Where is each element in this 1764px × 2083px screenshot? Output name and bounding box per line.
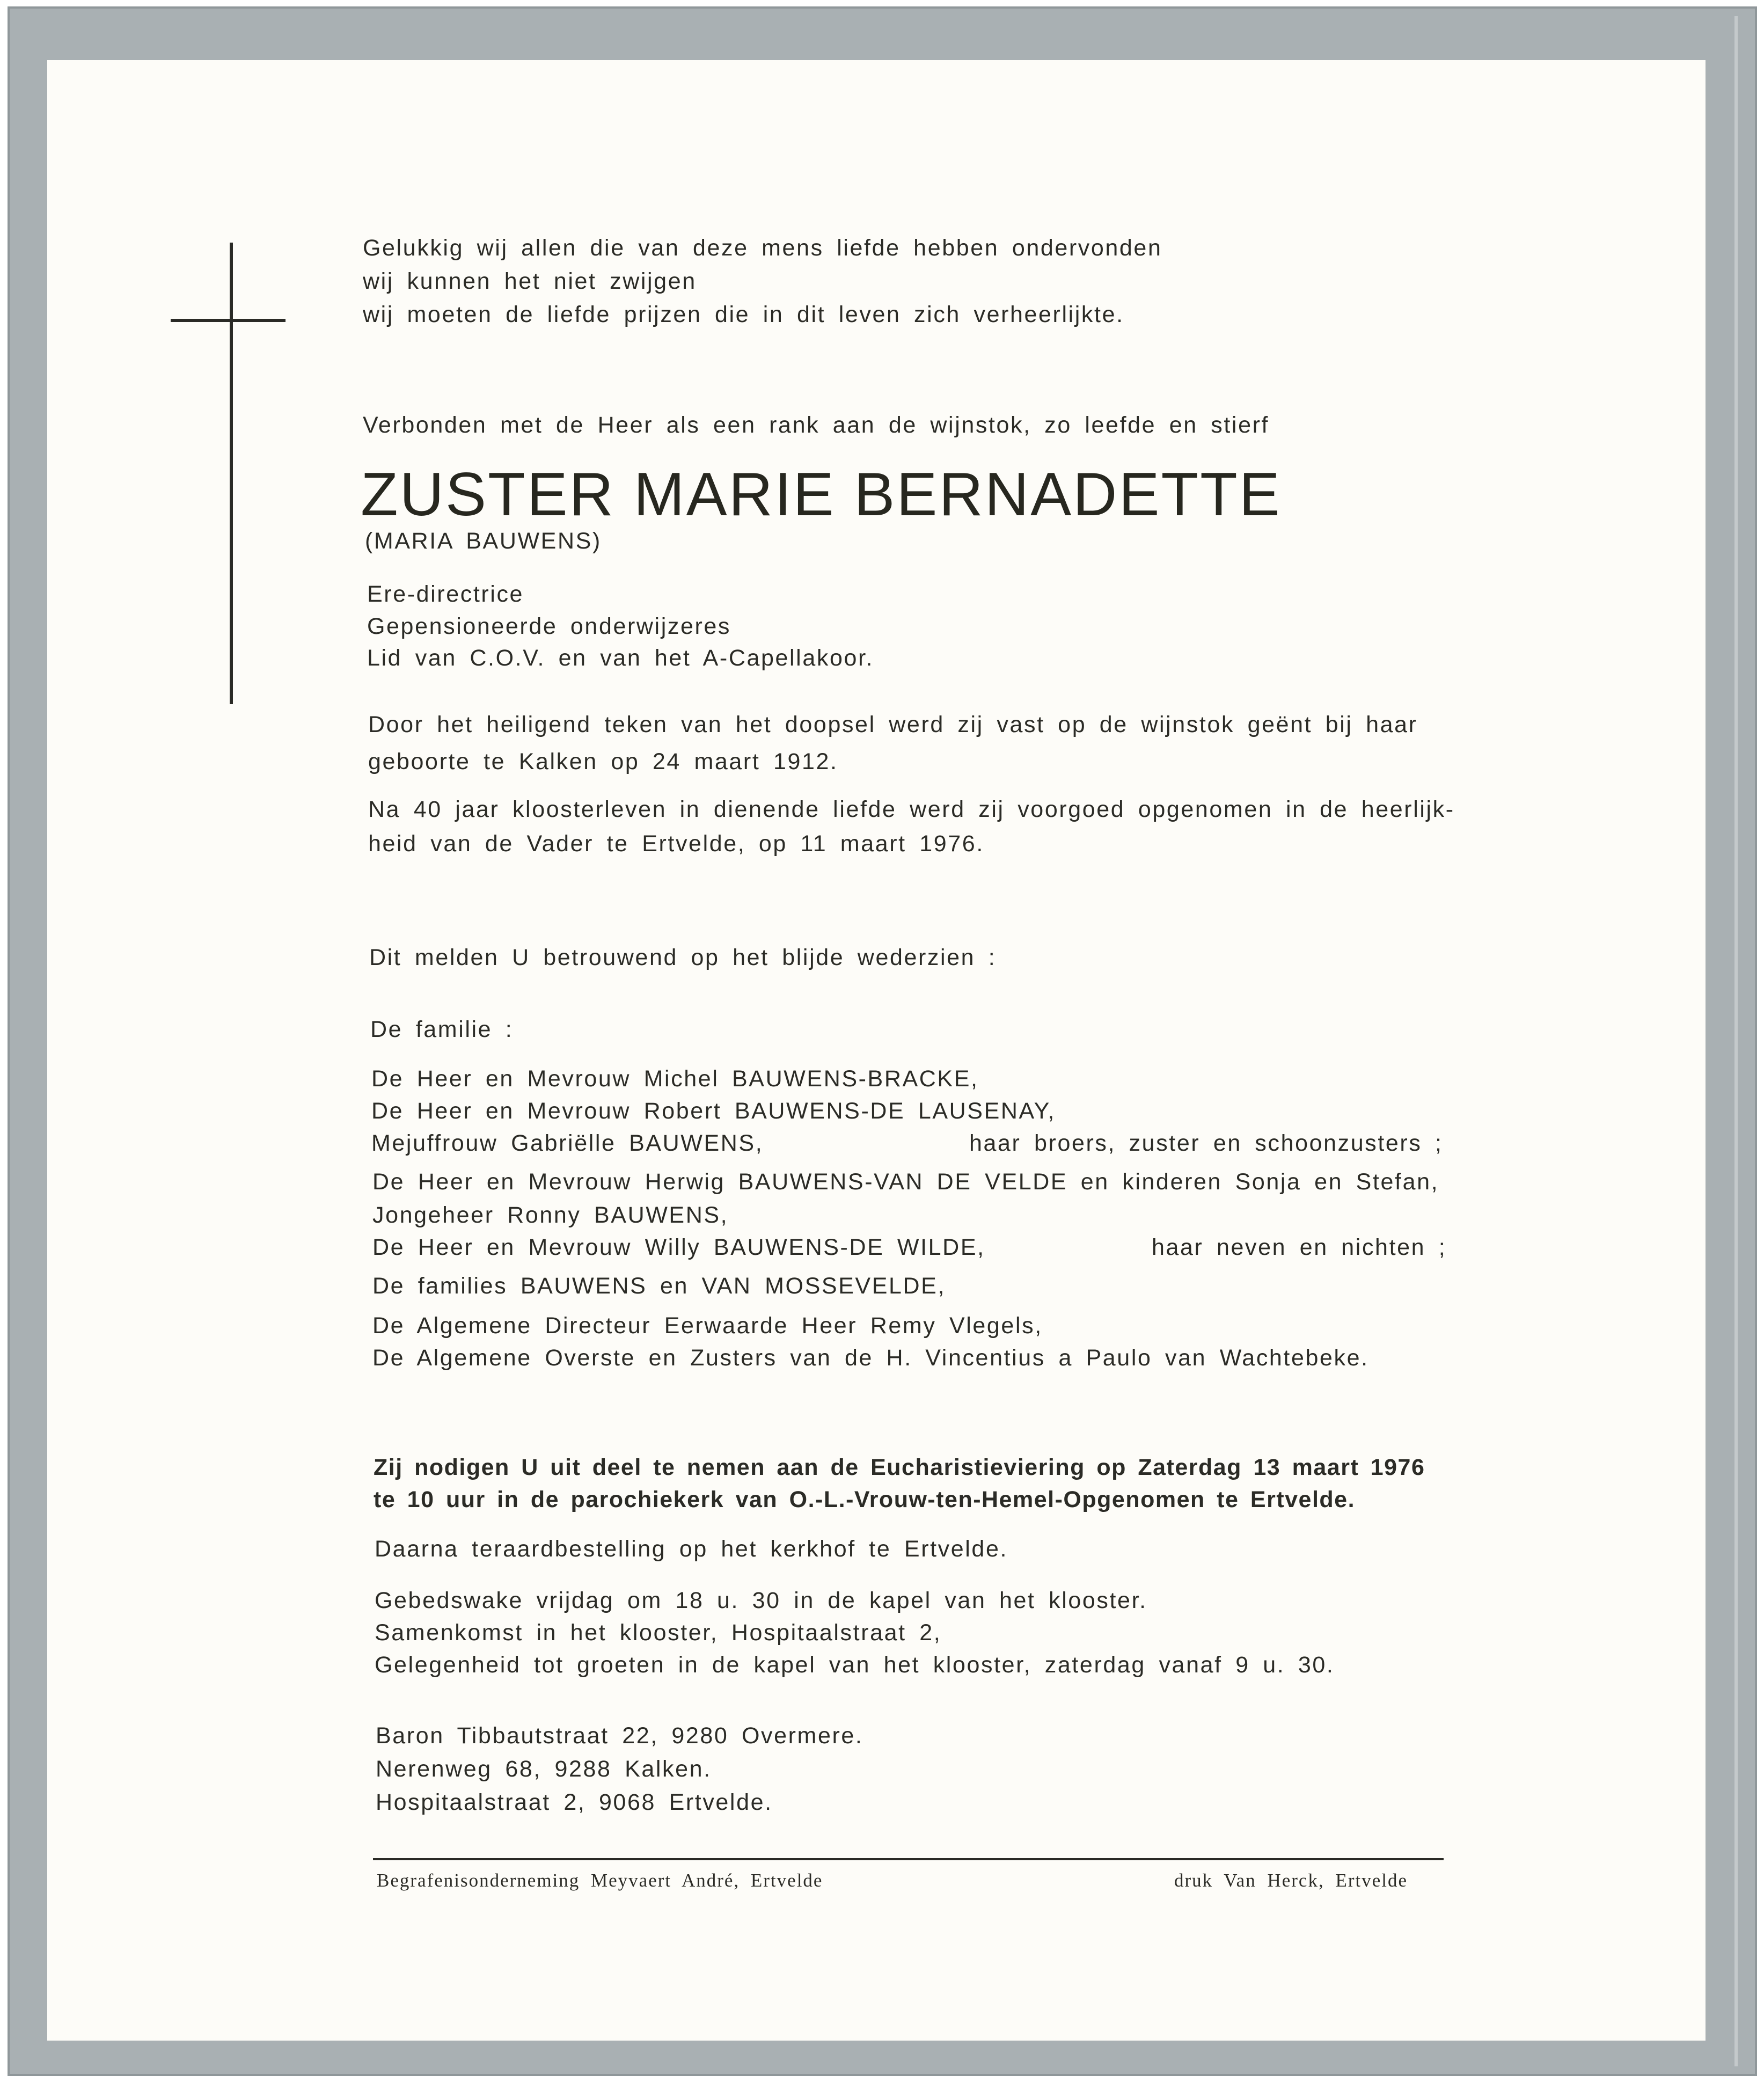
title-line: Lid van C.O.V. en van het A-Capellakoor.: [367, 645, 874, 671]
family-line: De Heer en Mevrouw Willy BAUWENS-DE WILDE,: [372, 1234, 985, 1260]
death-line: heid van de Vader te Ertvelde, op 11 maart 1976.: [368, 831, 984, 857]
cross-icon-bar: [171, 319, 286, 322]
mourning-card: [47, 60, 1706, 2041]
invitation-line: te 10 uur in de parochiekerk van O.-L.-Vrouw-ten-Hemel-Opgenomen te Ertvelde.: [374, 1487, 1356, 1512]
address-line: Nerenweg 68, 9288 Kalken.: [376, 1756, 712, 1782]
birth-line: geboorte te Kalken op 24 maart 1912.: [368, 749, 838, 774]
relation-text: haar neven en nichten ;: [1152, 1234, 1447, 1260]
fold-line: [1734, 16, 1738, 2066]
family-label: De familie :: [370, 1017, 514, 1042]
vigil-line: Gebedswake vrijdag om 18 u. 30 in de kapel van het klooster.: [375, 1588, 1147, 1613]
vigil-line: Samenkomst in het klooster, Hospitaalstraat 2,: [375, 1620, 942, 1646]
family-line: De Heer en Mevrouw Robert BAUWENS-DE LAUSENAY,: [371, 1098, 1056, 1124]
death-line: Na 40 jaar kloosterleven in dienende liefde werd zij voorgoed opgenomen in de heerlijk-: [368, 796, 1455, 822]
cross-icon: [230, 243, 233, 704]
footer-rule: [373, 1858, 1444, 1860]
title-line: Ere-directrice: [367, 581, 524, 607]
family-line: Mejuffrouw Gabriëlle BAUWENS,: [371, 1130, 764, 1156]
poem-line: wij kunnen het niet zwijgen: [363, 268, 697, 294]
poem-line: wij moeten de liefde prijzen die in dit leven zich verheerlijkte.: [363, 302, 1124, 327]
intro-text: Verbonden met de Heer als een rank aan de wijnstok, zo leefde en stierf: [363, 412, 1270, 438]
civil-name: (MARIA BAUWENS): [365, 528, 602, 554]
address-line: Baron Tibbautstraat 22, 9280 Overmere.: [376, 1723, 863, 1749]
title-line: Gepensioneerde onderwijzeres: [367, 613, 731, 639]
printer-credit: druk Van Herck, Ertvelde: [1174, 1870, 1408, 1891]
address-line: Hospitaalstraat 2, 9068 Ertvelde.: [376, 1789, 773, 1815]
relation-text: haar broers, zuster en schoonzusters ;: [969, 1130, 1443, 1156]
family-line: De families BAUWENS en VAN MOSSEVELDE,: [372, 1273, 946, 1299]
family-line: Jongeheer Ronny BAUWENS,: [372, 1202, 729, 1228]
poem-line: Gelukkig wij allen die van deze mens liefde hebben ondervonden: [363, 235, 1162, 261]
family-line: De Algemene Overste en Zusters van de H. Vincentius a Paulo van Wachtebeke.: [372, 1345, 1369, 1371]
invitation-line: Zij nodigen U uit deel te nemen aan de Eucharistieviering op Zaterdag 13 maart 1976: [374, 1455, 1425, 1480]
family-line: De Algemene Directeur Eerwaarde Heer Remy Vlegels,: [372, 1313, 1043, 1339]
family-line: De Heer en Mevrouw Herwig BAUWENS-VAN DE VELDE en kinderen Sonja en Stefan,: [372, 1169, 1439, 1195]
announcement: Dit melden U betrouwend op het blijde wederzien :: [369, 945, 997, 970]
birth-line: Door het heiligend teken van het doopsel werd zij vast op de wijnstok geënt bij haar: [368, 712, 1418, 737]
family-line: De Heer en Mevrouw Michel BAUWENS-BRACKE,: [371, 1066, 979, 1092]
burial-text: Daarna teraardbestelling op het kerkhof te Ertvelde.: [375, 1536, 1008, 1562]
vigil-line: Gelegenheid tot groeten in de kapel van het klooster, zaterdag vanaf 9 u. 30.: [375, 1652, 1335, 1678]
undertaker-credit: Begrafenisonderneming Meyvaert André, Ertvelde: [377, 1870, 823, 1891]
deceased-name: ZUSTER MARIE BERNADETTE: [361, 461, 1282, 529]
